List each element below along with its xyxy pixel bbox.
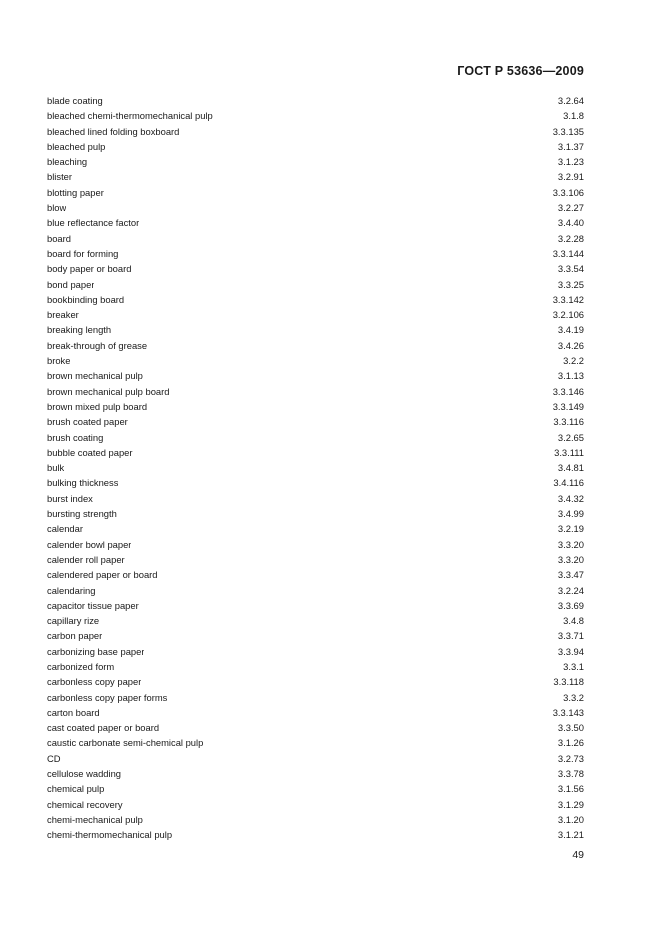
index-entry <box>47 445 584 460</box>
entry-reference: 3.2.28 <box>557 232 584 244</box>
index-entry <box>47 598 584 613</box>
entry-reference: 3.3.149 <box>552 400 584 412</box>
entry-term: calendered paper or board <box>47 569 158 581</box>
entry-term: breaker <box>47 309 79 321</box>
entry-term: blow <box>47 202 67 214</box>
entry-reference: 3.3.78 <box>557 768 584 780</box>
entry-reference: 3.3.116 <box>553 416 584 428</box>
entry-reference: 3.2.73 <box>557 752 584 764</box>
entry-term: chemi-mechanical pulp <box>47 813 143 825</box>
index-entry <box>47 475 584 490</box>
index-entry <box>47 583 584 598</box>
entry-term: breaking length <box>47 324 112 336</box>
entry-reference: 3.3.111 <box>554 446 584 458</box>
entry-reference: 3.2.27 <box>557 202 584 214</box>
entry-term: bookbinding board <box>47 293 125 305</box>
entry-term: brush coating <box>47 431 104 443</box>
entry-term: bleaching <box>47 156 88 168</box>
entry-reference: 3.3.54 <box>557 263 584 275</box>
entry-reference: 3.4.19 <box>557 324 584 336</box>
entry-reference: 3.4.32 <box>557 492 584 504</box>
index-entry <box>47 414 584 429</box>
index-entry <box>47 797 584 812</box>
entry-term: brown mechanical pulp board <box>47 385 170 397</box>
entry-reference: 3.2.91 <box>557 171 584 183</box>
entry-reference: 3.4.40 <box>557 217 584 229</box>
entry-term: calendar <box>47 523 83 535</box>
page-number: 49 <box>572 849 584 861</box>
index-entry <box>47 827 584 842</box>
entry-reference: 3.3.94 <box>557 645 584 657</box>
index-entry <box>47 751 584 766</box>
index-entry <box>47 215 584 230</box>
entry-term: calendaring <box>47 584 96 596</box>
entry-reference: 3.3.144 <box>552 247 584 259</box>
index-entry <box>47 674 584 689</box>
index-entry <box>47 322 584 337</box>
entry-reference: 3.2.24 <box>557 584 584 596</box>
entry-term: carbon paper <box>47 630 103 642</box>
entry-reference: 3.1.20 <box>557 813 584 825</box>
index-entry <box>47 628 584 643</box>
entry-reference: 3.3.118 <box>553 676 584 688</box>
index-entry <box>47 812 584 827</box>
index-entry <box>47 124 584 139</box>
index-entry <box>47 154 584 169</box>
entry-term: carbonless copy paper forms <box>47 691 168 703</box>
entry-term: carbonless copy paper <box>47 676 142 688</box>
entry-reference: 3.2.19 <box>557 523 584 535</box>
entry-term: brown mixed pulp board <box>47 400 148 412</box>
index-entry <box>47 399 584 414</box>
entry-reference: 3.2.64 <box>557 95 584 106</box>
entry-term: board <box>47 232 71 244</box>
index-entry <box>47 200 584 215</box>
index-entry <box>47 552 584 567</box>
index-entry <box>47 384 584 399</box>
entry-reference: 3.4.116 <box>553 477 584 489</box>
entry-term: bubble coated paper <box>47 446 133 458</box>
entry-term: calender bowl paper <box>47 538 132 550</box>
index-entry <box>47 292 584 307</box>
index-entry <box>47 277 584 292</box>
entry-reference: 3.1.37 <box>557 140 584 152</box>
entry-reference: 3.3.20 <box>557 553 584 565</box>
index-entry <box>47 139 584 154</box>
entry-reference: 3.3.135 <box>552 125 584 137</box>
index-entry <box>47 506 584 521</box>
entry-term: blade coating <box>47 95 103 106</box>
entry-term: bleached pulp <box>47 140 106 152</box>
entry-term: chemi-thermomechanical pulp <box>47 829 173 841</box>
entry-reference: 3.1.29 <box>557 798 584 810</box>
entry-reference: 3.2.106 <box>552 309 584 321</box>
index-entry <box>47 613 584 628</box>
index-entry <box>47 338 584 353</box>
index-entry <box>47 185 584 200</box>
entry-reference: 3.3.50 <box>557 722 584 734</box>
entry-reference: 3.3.146 <box>552 385 584 397</box>
index-entry <box>47 307 584 322</box>
entry-reference: 3.4.26 <box>557 339 584 351</box>
index-entry <box>47 705 584 720</box>
entry-reference: 3.3.25 <box>557 278 584 290</box>
entry-reference: 3.1.26 <box>557 737 584 749</box>
index-entry <box>47 491 584 506</box>
index-entry <box>47 567 584 582</box>
index-entry <box>47 720 584 735</box>
entry-term: carbonizing base paper <box>47 645 145 657</box>
standard-id: ГОСТ Р 53636—2009 <box>457 64 584 78</box>
entry-reference: 3.3.2 <box>563 691 584 703</box>
entry-term: chemical pulp <box>47 783 105 795</box>
index-entry <box>47 231 584 246</box>
index-entry <box>47 644 584 659</box>
entry-term: broke <box>47 355 71 367</box>
entry-term: blotting paper <box>47 186 104 198</box>
entry-term: bulking thickness <box>47 477 119 489</box>
index-entry <box>47 781 584 796</box>
entry-reference: 3.4.8 <box>563 615 584 627</box>
document-header <box>457 64 584 78</box>
entry-term: capacitor tissue paper <box>47 599 139 611</box>
entry-reference: 3.3.143 <box>552 706 584 718</box>
index-entry <box>47 353 584 368</box>
entry-term: bleached chemi-thermomechanical pulp <box>47 110 213 122</box>
index-entry <box>47 735 584 750</box>
entry-term: bleached lined folding boxboard <box>47 125 180 137</box>
entry-term: cast coated paper or board <box>47 722 160 734</box>
index-entry <box>47 430 584 445</box>
index-entry <box>47 659 584 674</box>
entry-reference: 3.3.1 <box>563 660 584 672</box>
entry-term: capillary rize <box>47 615 100 627</box>
entry-reference: 3.2.65 <box>557 431 584 443</box>
entry-term: bond paper <box>47 278 95 290</box>
entry-term: brush coated paper <box>47 416 128 428</box>
entry-term: body paper or board <box>47 263 132 275</box>
entry-reference: 3.4.99 <box>557 508 584 520</box>
entry-reference: 3.1.21 <box>557 829 584 841</box>
entry-term: break-through of grease <box>47 339 148 351</box>
index-entry <box>47 261 584 276</box>
entry-term: calender roll paper <box>47 553 125 565</box>
entry-reference: 3.3.20 <box>557 538 584 550</box>
index-entry <box>47 766 584 781</box>
entry-term: brown mechanical pulp <box>47 370 143 382</box>
entry-reference: 3.1.23 <box>557 156 584 168</box>
index-entry <box>47 246 584 261</box>
entry-reference: 3.3.47 <box>557 569 584 581</box>
index-entry <box>47 690 584 705</box>
entry-term: blue reflectance factor <box>47 217 140 229</box>
index-entry <box>47 93 584 108</box>
entry-term: bulk <box>47 462 65 474</box>
index-entry <box>47 460 584 475</box>
entry-term: carbonized form <box>47 660 115 672</box>
entry-reference: 3.3.71 <box>557 630 584 642</box>
alphabetical-index <box>47 93 584 843</box>
entry-reference: 3.4.81 <box>557 462 584 474</box>
entry-term: burst index <box>47 492 93 504</box>
entry-reference: 3.1.13 <box>557 370 584 382</box>
index-entry <box>47 537 584 552</box>
entry-term: CD <box>47 752 61 764</box>
entry-term: blister <box>47 171 73 183</box>
index-entry <box>47 108 584 123</box>
entry-term: board for forming <box>47 247 119 259</box>
index-entry <box>47 521 584 536</box>
entry-reference: 3.1.56 <box>557 783 584 795</box>
entry-reference: 3.2.2 <box>563 355 584 367</box>
index-entry <box>47 368 584 383</box>
entry-reference: 3.1.8 <box>563 110 584 122</box>
entry-term: cellulose wadding <box>47 768 122 780</box>
index-entry <box>47 169 584 184</box>
entry-reference: 3.3.142 <box>552 293 584 305</box>
entry-term: carton board <box>47 706 100 718</box>
entry-reference: 3.3.106 <box>552 186 584 198</box>
entry-reference: 3.3.69 <box>557 599 584 611</box>
entry-term: caustic carbonate semi-chemical pulp <box>47 737 204 749</box>
entry-term: chemical recovery <box>47 798 123 810</box>
entry-term: bursting strength <box>47 508 117 520</box>
